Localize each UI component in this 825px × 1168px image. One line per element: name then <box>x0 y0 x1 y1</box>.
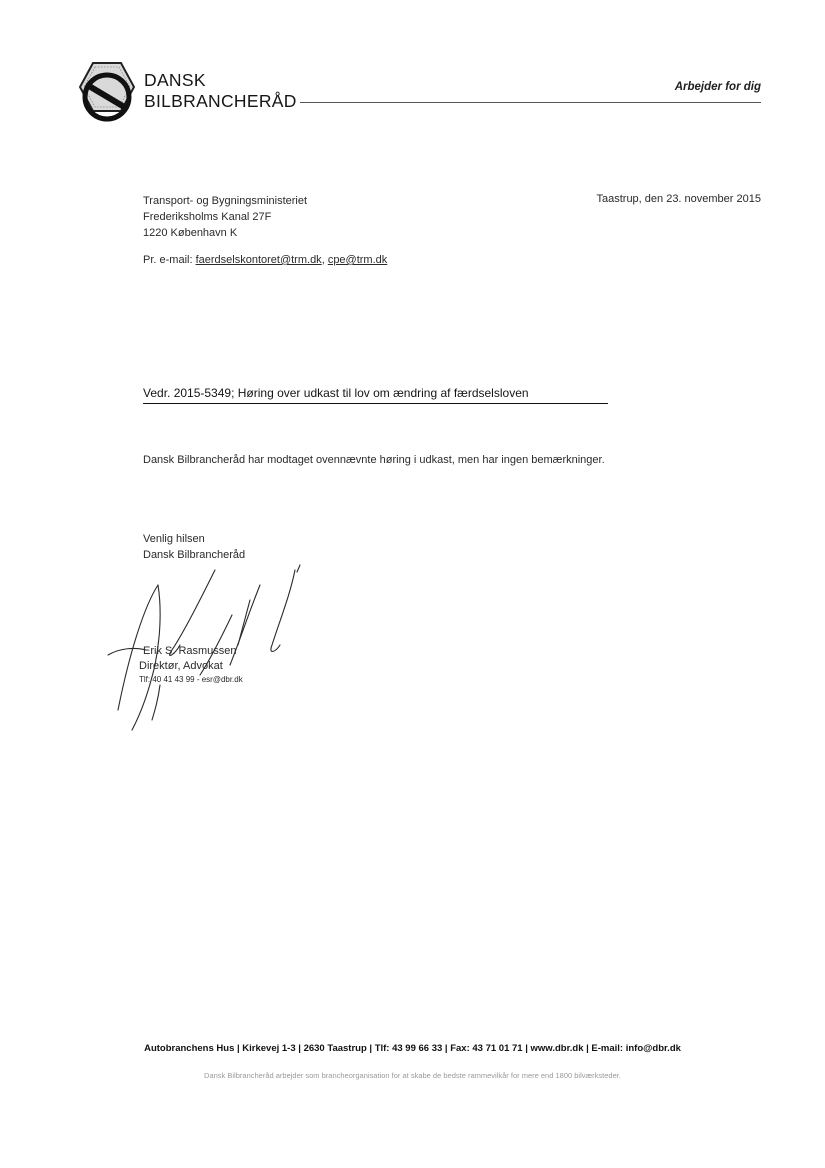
footer-address: Autobranchens Hus | Kirkevej 1-3 | 2630 Taastrup | Tlf: 43 99 66 33 | Fax: 43 71 01 71 | www.dbr.dk | E-mail: info@dbr.dk <box>144 1043 681 1054</box>
recipient-address <box>143 193 307 241</box>
recipient-street: Frederiksholms Kanal 27F <box>143 211 272 223</box>
brand-line-2: BILBRANCHERÅD <box>144 91 297 111</box>
signer-title: Direktør, Advokat <box>139 660 223 672</box>
recipient-email-line <box>143 254 387 266</box>
body-paragraph: Dansk Bilbrancheråd har modtaget ovennævnte høring i udkast, men har ingen bemærkninger. <box>143 454 605 466</box>
email-separator: , <box>321 254 328 266</box>
header-divider <box>300 102 761 103</box>
subject-underline <box>143 403 608 404</box>
signer-name: Erik S. Rasmussen <box>143 645 237 657</box>
tagline: Arbejder for dig <box>674 81 761 93</box>
email-prefix: Pr. e-mail: <box>143 254 196 266</box>
closing-organization: Dansk Bilbrancheråd <box>143 549 246 561</box>
closing-block <box>143 531 245 563</box>
recipient-name: Transport- og Bygningsministeriet <box>143 195 308 207</box>
footer-statement: Dansk Bilbrancheråd arbejder som brancheorganisation for at skabe de bedste rammevilkår for mere end 1800 bilværksteder. <box>204 1071 621 1080</box>
subject-line: Vedr. 2015-5349; Høring over udkast til lov om ændring af færdselsloven <box>143 386 529 400</box>
signer-contact: Tlf: 40 41 43 99 - esr@dbr.dk <box>139 675 243 684</box>
recipient-city: 1220 København K <box>143 227 238 239</box>
dbr-logo-icon <box>79 60 135 122</box>
email-link-2[interactable]: cpe@trm.dk <box>327 254 388 266</box>
brand-line-1: DANSK <box>144 70 206 90</box>
letter-date: Taastrup, den 23. november 2015 <box>596 193 761 205</box>
closing-greeting: Venlig hilsen <box>143 533 205 545</box>
brand-name <box>144 70 297 112</box>
email-link-1[interactable]: faerdselskontoret@trm.dk <box>195 254 322 266</box>
